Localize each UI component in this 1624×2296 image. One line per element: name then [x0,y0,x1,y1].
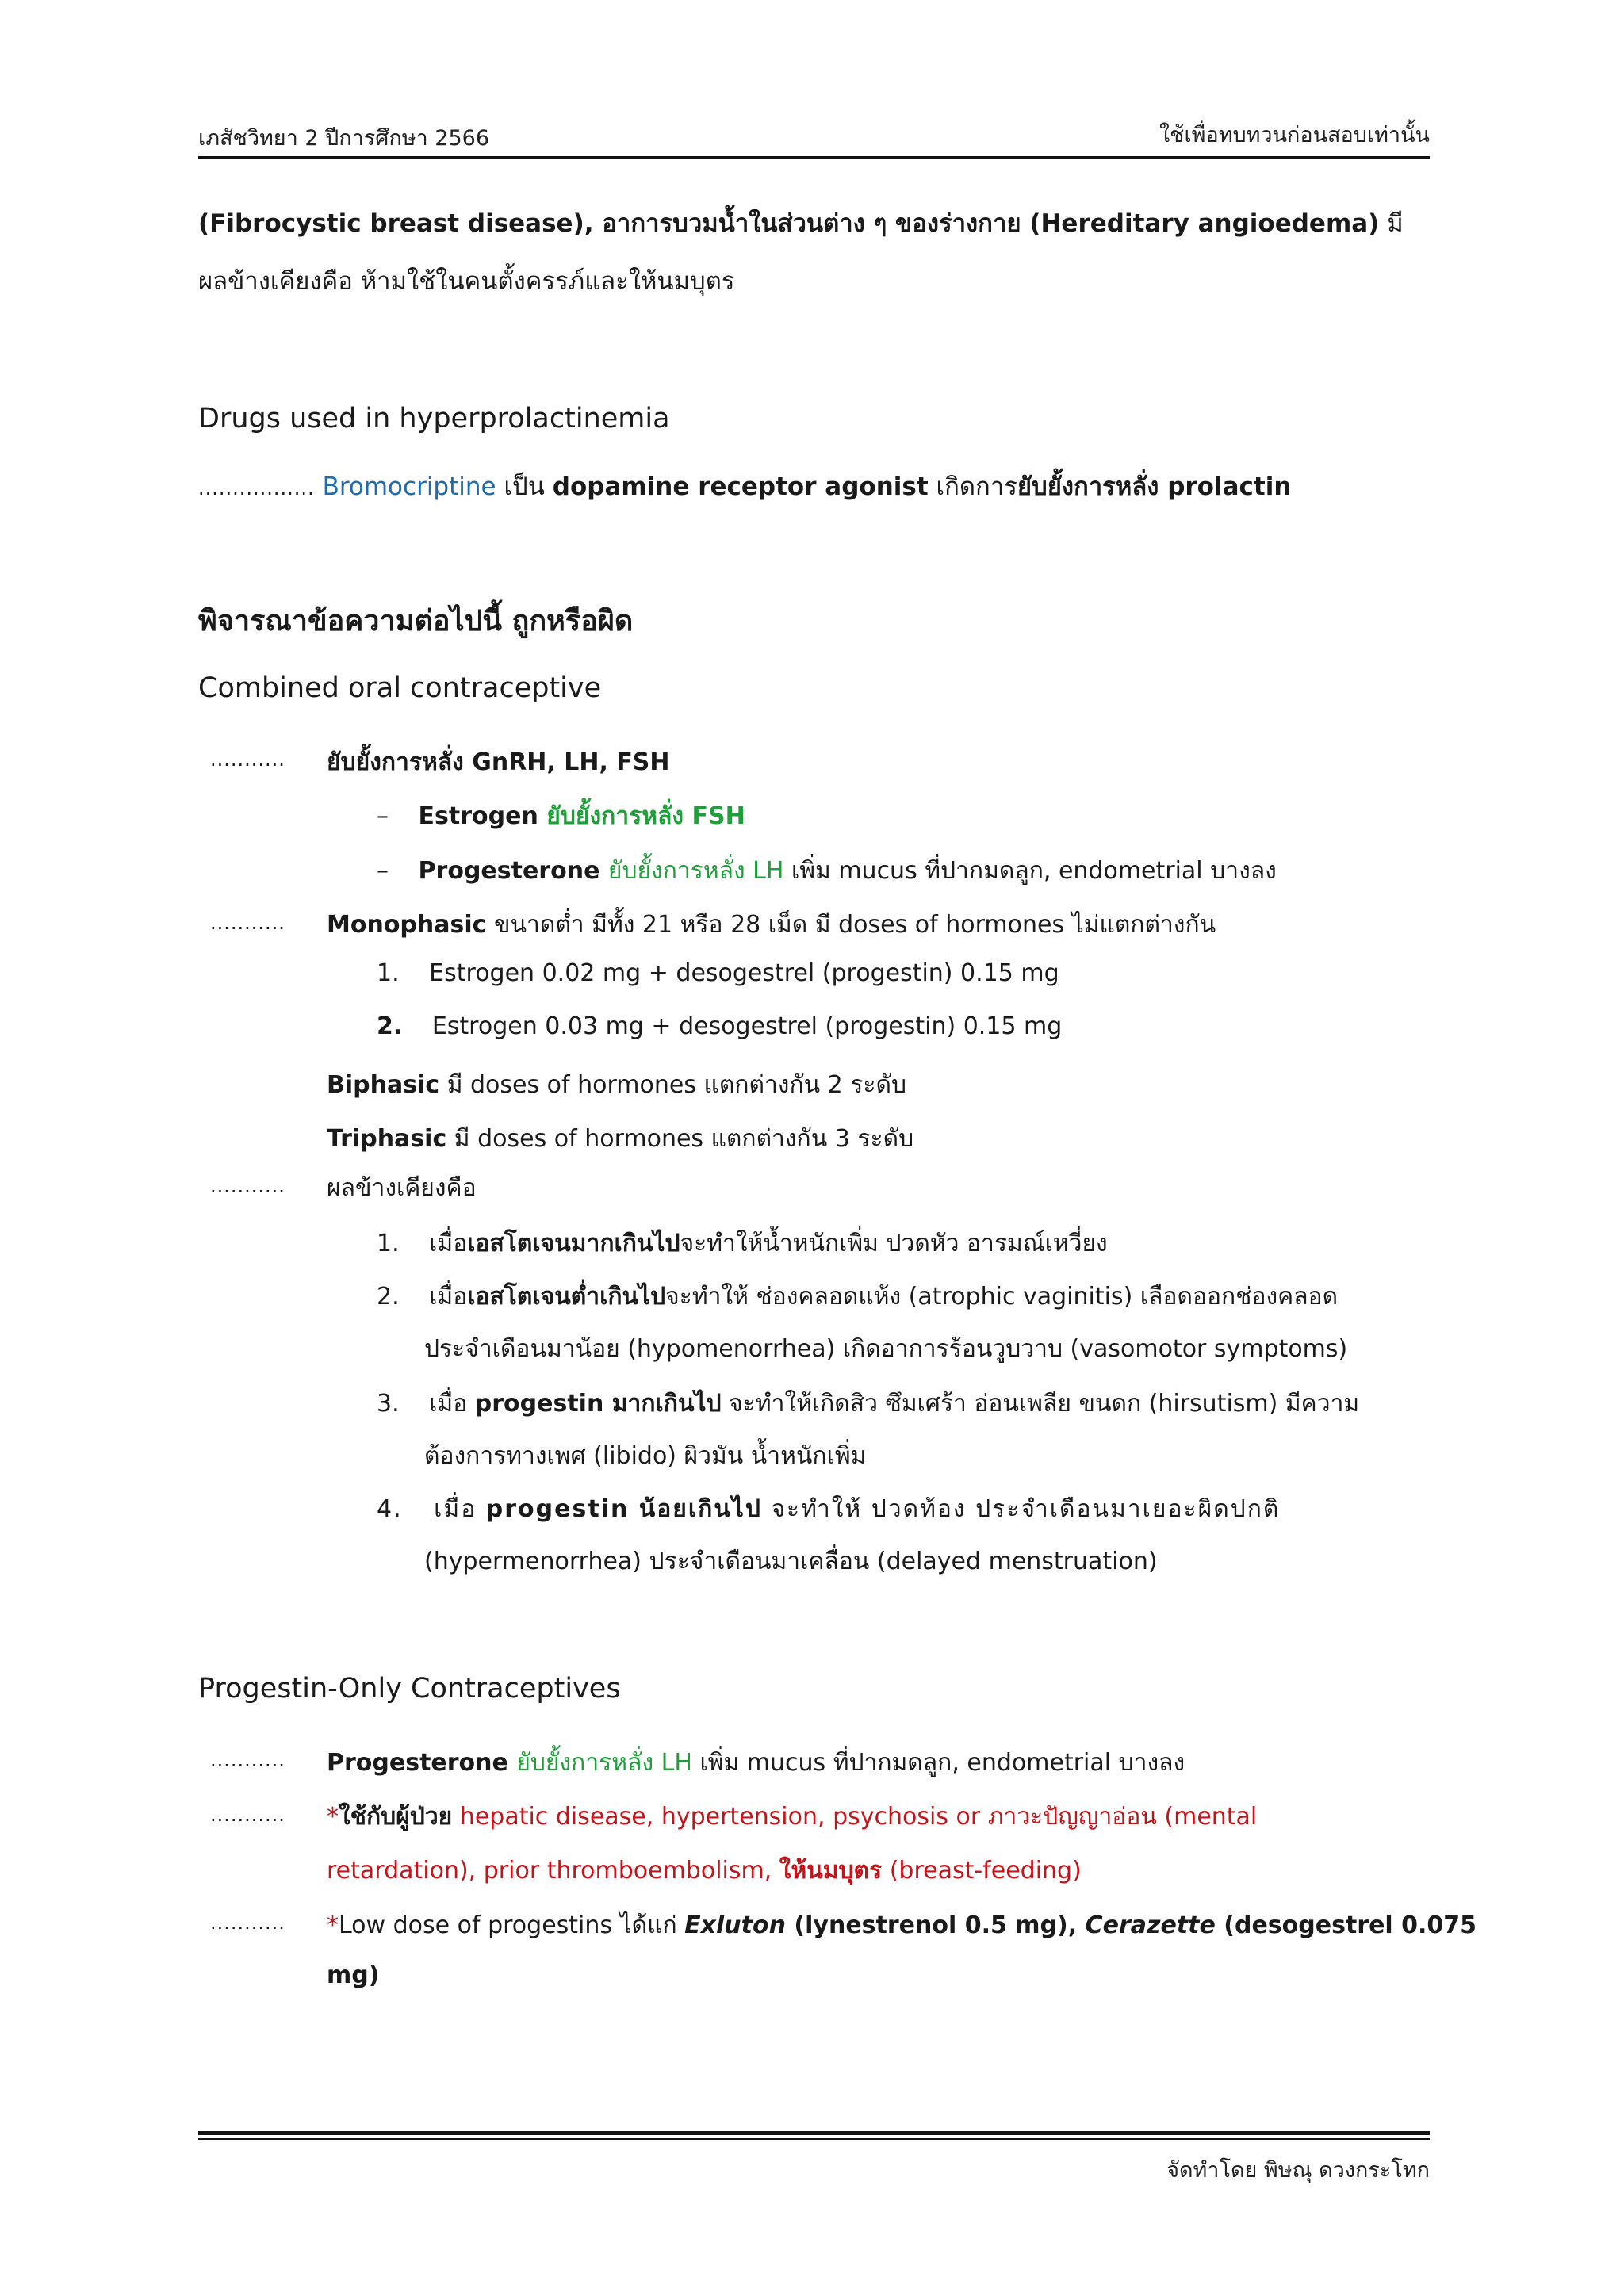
pop-statement-3-continued: mg) [327,1961,380,1989]
side-effect-1 [377,1225,1108,1262]
asterisk: * [327,1911,339,1939]
text-red: retardation), prior thromboembolism, [327,1857,779,1885]
side-effect-3-continued: ต้องการทางเพศ (libido) ผิวมัน น้ำหนักเพิ่ม [424,1442,867,1470]
text-bold: เอสโตเจนมากเกินไป [467,1230,680,1257]
side-effects-title: ผลข้างเคียงคือ [327,1174,477,1202]
pop-statement-1 [327,1744,1185,1781]
text: จะทำให้น้ำหนักเพิ่ม ปวดหัว อารมณ์เหวี่ยง [680,1230,1108,1257]
answer-blank[interactable]: ........... [210,1175,285,1197]
answer-blank[interactable]: ........... [210,912,285,934]
text-red: (breast-feeding) [882,1857,1082,1885]
text-bold: (desogestrel 0.075 [1215,1911,1477,1939]
brand-name: Exluton [684,1911,786,1939]
text-bold: Monophasic [327,911,487,939]
text-bold: Estrogen [418,802,547,830]
text-bold: เอสโตเจนต่ำเกินไป [467,1283,666,1311]
text: จะทำให้ ปวดท้อง ประจำเดือนมาเยอะผิดปกติ [761,1495,1281,1523]
asterisk: * [327,1803,339,1831]
list-number: 2. [377,1283,400,1311]
pop-statement-2-continued [327,1852,1082,1889]
text-bold: Progesterone [418,857,608,885]
text: เมื่อ [429,1390,475,1418]
text: เมื่อ [429,1230,468,1257]
coc-sub-estrogen [377,798,745,835]
text: เพิ่ม mucus ที่ปากมดลูก, endometrial บางลง [691,1749,1185,1777]
section-title-coc: Combined oral contraceptive [198,672,602,704]
text-bold: Biphasic [327,1071,440,1099]
answer-blank[interactable]: ........... [210,1911,285,1934]
text: จะทำให้ ช่องคลอดแห้ง (atrophic vaginitis) เลือดออกช่องคลอด [665,1283,1339,1311]
text-bold: progestin น้อยเกินไป [485,1495,762,1523]
text: เป็น [496,473,553,501]
text-green: ยับยั้งการหลั่ง LH [516,1749,692,1777]
biphasic-line [327,1066,906,1104]
triphasic-line [327,1120,914,1158]
dash: – [377,802,389,830]
text: Low dose of progestins ได้แก่ [339,1911,685,1939]
side-effect-4-continued: (hypermenorrhea) ประจำเดือนมาเคลื่อน (delayed menstruation) [424,1548,1158,1575]
monophasic-item-1 [377,959,1059,987]
drug-name: Bromocriptine [322,473,496,501]
text-bold: Triphasic [327,1125,447,1153]
list-number: 3. [377,1390,400,1418]
intro-line-1 [198,208,1430,239]
text-bold: progestin มากเกินไป [474,1390,722,1418]
monophasic-item-2 [377,1012,1062,1040]
hyperprolactinemia-statement [198,471,1291,504]
text: Estrogen 0.03 mg + desogestrel (progestin) 0.15 mg [431,1012,1063,1040]
text-bold: dopamine receptor agonist [552,473,929,501]
intro-text: มี [1379,209,1404,238]
list-number: 1. [377,1230,400,1257]
text: เมื่อ [429,1283,468,1311]
text-bold: ยับยั้งการหลั่ง [1017,473,1159,501]
text: เพิ่ม mucus ที่ปากมดลูก, endometrial บางลง [783,857,1277,885]
text: Estrogen 0.02 mg + desogestrel (progestin) 0.15 mg [429,959,1059,987]
pop-statement-2 [327,1798,1257,1835]
side-effect-3 [377,1385,1359,1422]
text-bold: Progesterone [327,1749,517,1777]
text: เกิดการ [928,473,1017,501]
coc-statement-1: ยับยั้งการหลั่ง GnRH, LH, FSH [327,748,670,776]
side-effect-2-continued: ประจำเดือนมาน้อย (hypomenorrhea) เกิดอาการร้อนวูบวาบ (vasomotor symptoms) [424,1335,1348,1363]
brand-name: Cerazette [1085,1911,1216,1939]
answer-blank[interactable]: ........... [210,748,285,771]
answer-blank[interactable]: ................. [198,477,315,499]
footer-rule-thin [198,2138,1430,2140]
footer-credit: จัดทำโดย พิษณุ ดวงกระโทก [1166,2158,1430,2183]
footer-rule-thick [198,2131,1430,2135]
answer-blank[interactable]: ........... [210,1749,285,1771]
header-rule [198,156,1430,159]
text-bold: (lynestrenol 0.5 mg), [785,1911,1086,1939]
dash: – [377,857,389,885]
list-number: 1. [377,959,400,987]
list-number: 2. [377,1012,403,1040]
text-bold: prolactin [1159,473,1292,501]
text-red-bold: ให้นมบุตร [779,1857,883,1885]
list-number: 4. [377,1495,403,1523]
header-note: ใช้เพื่อทบทวนก่อนสอบเท่านั้น [1159,123,1430,147]
coc-sub-progesterone [377,852,1277,890]
text: มี doses of hormones แตกต่างกัน 2 ระดับ [439,1071,907,1099]
header-course-label: เภสัชวิทยา 2 ปีการศึกษา 2566 [198,126,490,151]
coc-statement-monophasic [327,906,1216,943]
side-effect-2 [377,1278,1338,1315]
text: จะทำให้เกิดสิว ซึมเศร้า อ่อนเพลีย ขนดก (hirsutism) มีความ [721,1390,1360,1418]
section-title-pop: Progestin-Only Contraceptives [198,1673,621,1705]
answer-blank[interactable]: ........... [210,1804,285,1826]
text-bold: ใช้กับผู้ป่วย [339,1803,453,1831]
intro-line-2: ผลข้างเคียงคือ ห้ามใช้ในคนตั้งครรภ์และให้นมบุตร [198,267,735,296]
text: ขนาดต่ำ มีทั้ง 21 หรือ 28 เม็ด มี doses of hormones ไม่แตกต่างกัน [486,911,1216,939]
text-red: hepatic disease, hypertension, psychosis or ภาวะปัญญาอ่อน (mental [452,1803,1258,1831]
text-green: ยับยั้งการหลั่ง FSH [546,802,745,830]
intro-bold-text: (Fibrocystic breast disease), อาการบวมน้ำในส่วนต่าง ๆ ของร่างกาย (Hereditary angioedema) [198,209,1380,238]
section-title-hyperprolactinemia: Drugs used in hyperprolactinemia [198,403,670,434]
quiz-title: พิจารณาข้อความต่อไปนี้ ถูกหรือผิด [198,605,634,637]
pop-statement-3 [327,1907,1477,1944]
text: มี doses of hormones แตกต่างกัน 3 ระดับ [446,1125,914,1153]
text: เมื่อ [434,1495,486,1523]
text-green: ยับยั้งการหลั่ง LH [607,857,784,885]
side-effect-4 [377,1490,1280,1528]
